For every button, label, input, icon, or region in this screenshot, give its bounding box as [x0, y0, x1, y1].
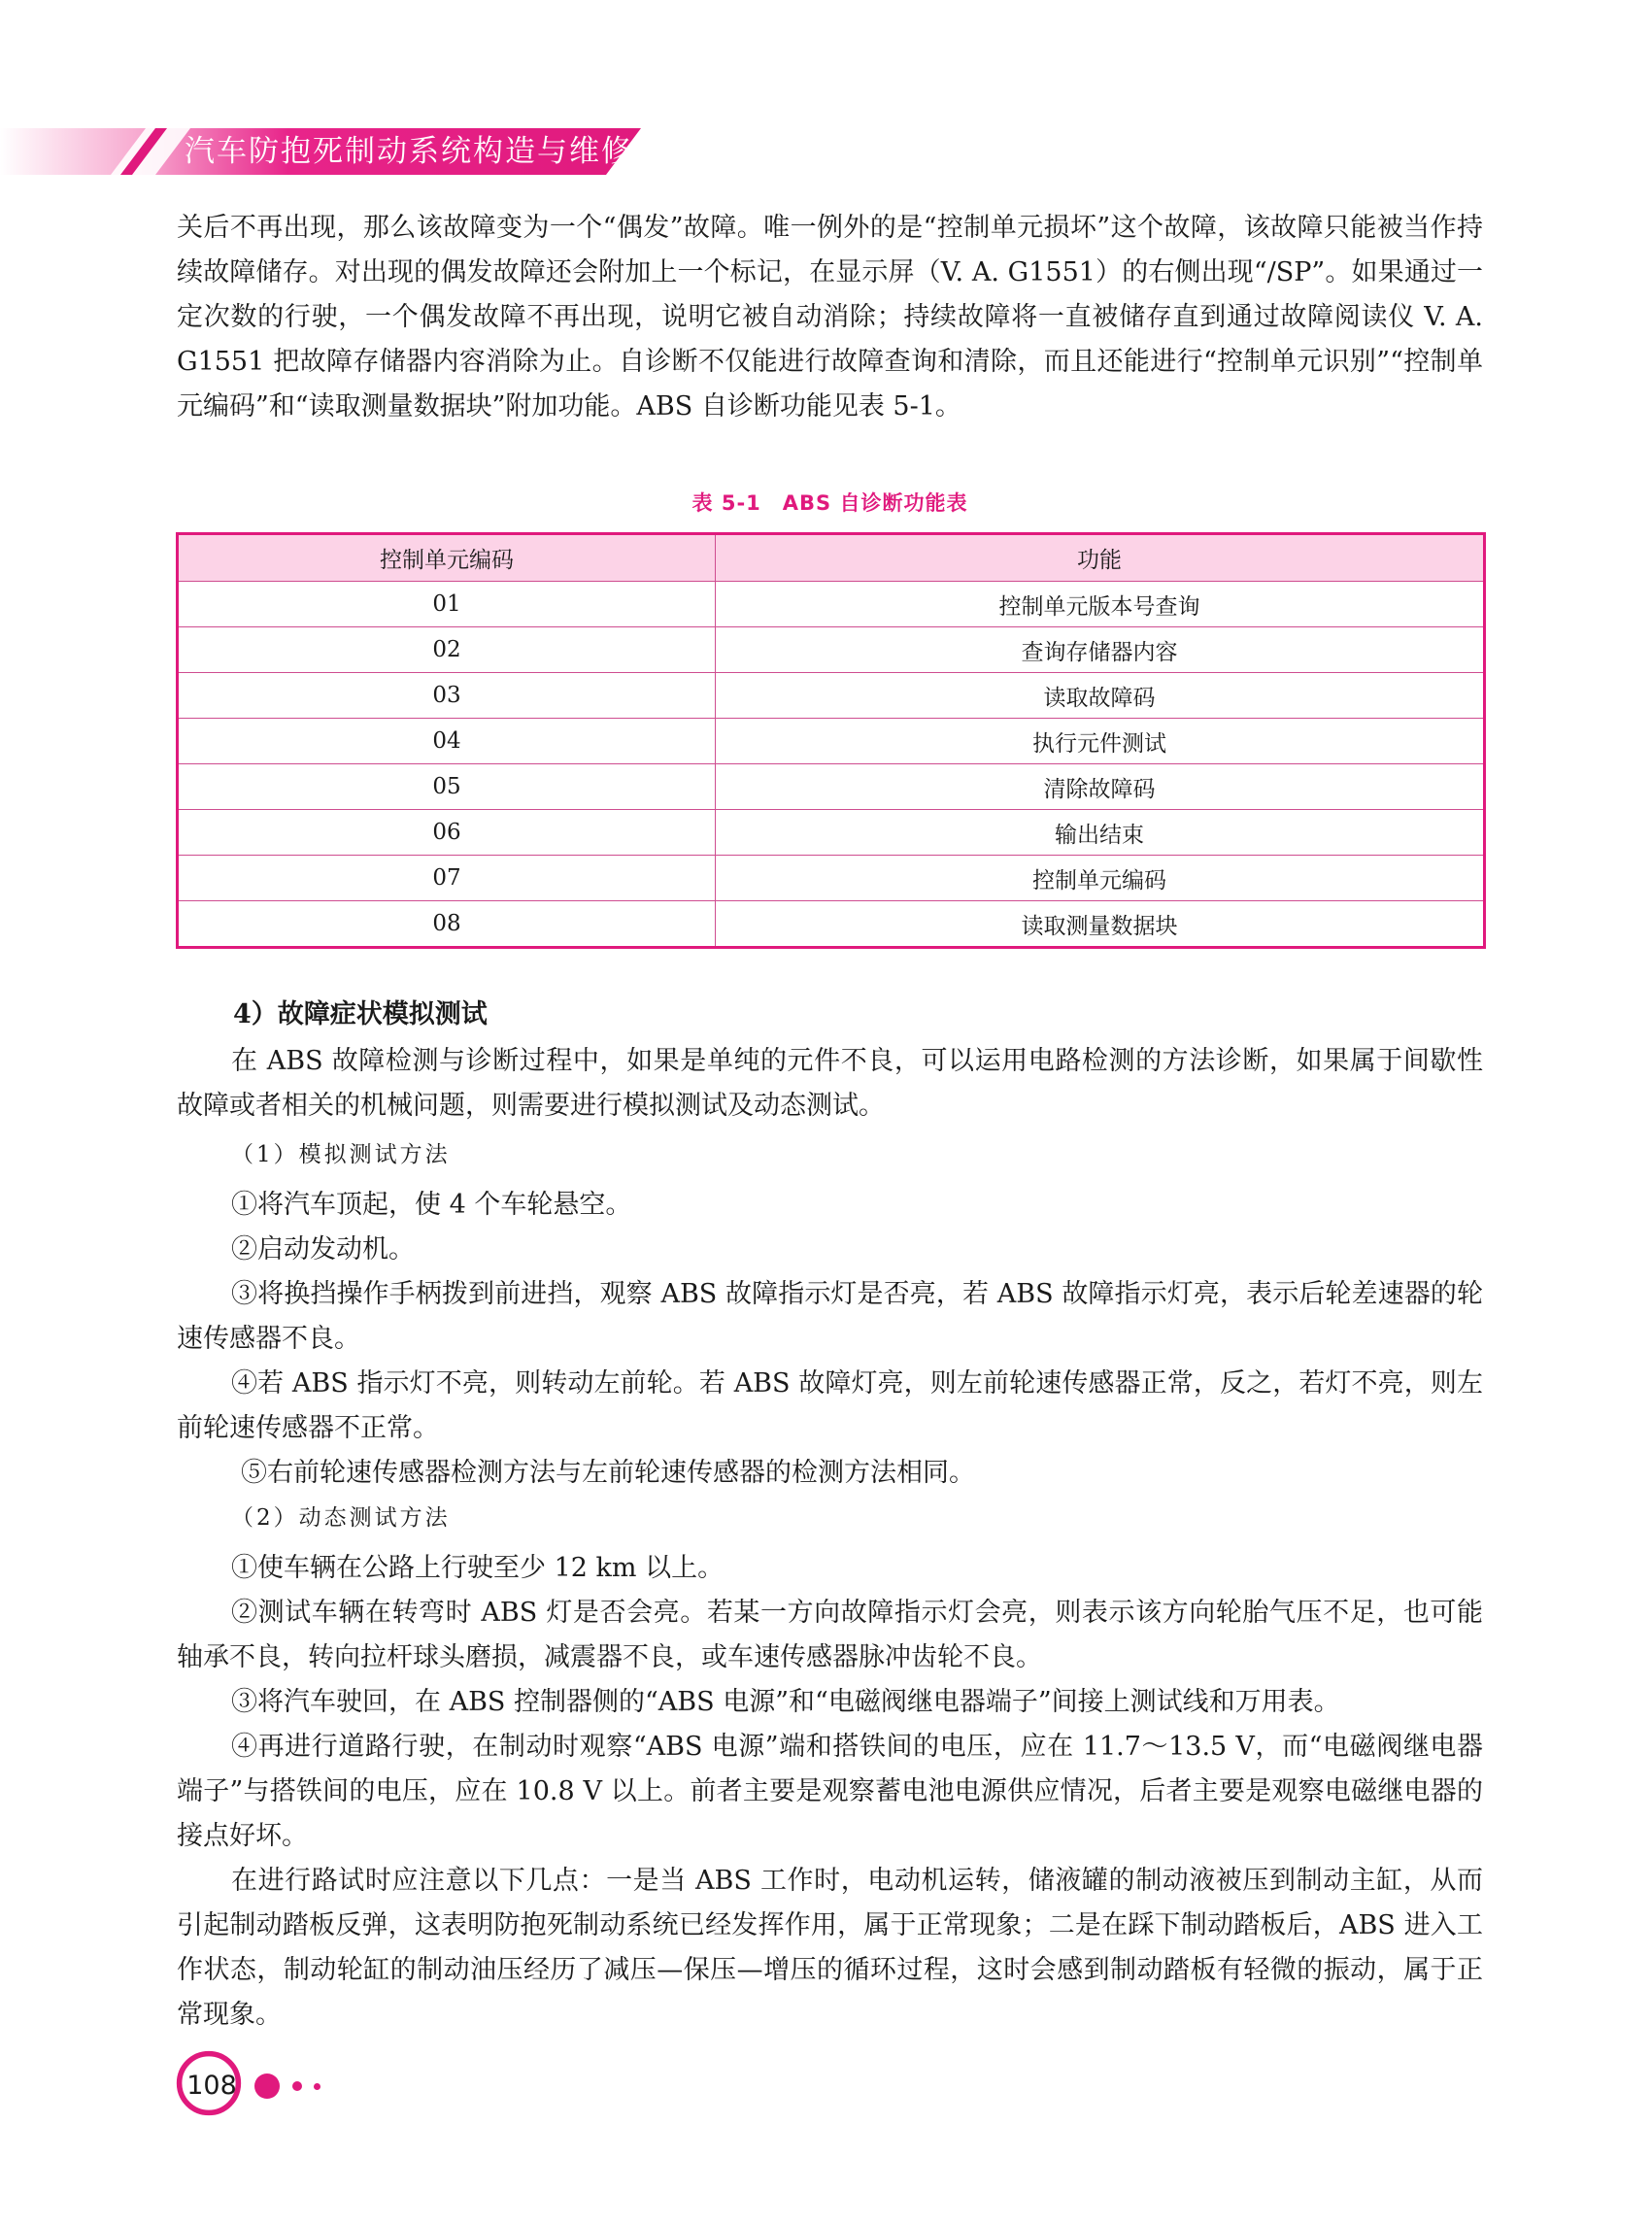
cell-code: 06 — [178, 810, 716, 856]
page-number: 108 — [186, 2071, 237, 2101]
section-intro-paragraph: 在 ABS 故障检测与诊断过程中，如果是单纯的元件不良，可以运用电路检测的方法诊断，如果属于间歇性故障或者相关的机械问题，则需要进行模拟测试及动态测试。 — [177, 1046, 1483, 1121]
column-header-function: 功能 — [716, 534, 1485, 582]
simulation-step: ①将汽车顶起，使 4 个车轮悬空。 — [231, 1190, 632, 1220]
cell-code: 01 — [178, 582, 716, 627]
table-row — [178, 673, 1485, 719]
cell-function: 执行元件测试 — [716, 719, 1485, 764]
dynamic-step: ④再进行道路行驶，在制动时观察“ABS 电源”端和搭铁间的电压，应在 11.7～13.5 V，而“电磁阀继电器端子”与搭铁间的电压，应在 10.8 V 以上。前者主要是观察蓄电池电源供应情况，后者主要是观察电磁继电器的接点好坏。 — [177, 1732, 1483, 1851]
intro-paragraph: 关后不再出现，那么该故障变为一个“偶发”故障。唯一例外的是“控制单元损坏”这个故障，该故障只能被当作持续故障储存。对出现的偶发故障还会附加上一个标记，在显示屏（V. A. G1551）的右侧出现“/SP”。如果通过一定次数的行驶，一个偶发故障不再出现，说明它被自动消除；持续故障将一直被储存直到通过故障阅读仪 V. A. G1551 把故障存储器内容消除为止。自诊断不仅能进行故障查询和清除，而且还能进行“控制单元识别”“控制单元编码”和“读取测量数据块”附加功能。ABS 自诊断功能见表 5-1。 — [177, 213, 1483, 421]
table-row — [178, 764, 1485, 810]
decorative-dot-small — [314, 2083, 320, 2090]
closing-paragraph: 在进行路试时应注意以下几点：一是当 ABS 工作时，电动机运转，储液罐的制动液被压到制动主缸，从而引起制动踏板反弹，这表明防抱死制动系统已经发挥作用，属于正常现象；二是在踩下制动踏板后，ABS 进入工作状态，制动轮缸的制动油压经历了减压—保压—增压的循环过程，这时会感到制动踏板有轻微的振动，属于正常现象。 — [177, 1866, 1483, 2030]
cell-code: 02 — [178, 627, 716, 673]
abs-self-diagnosis-table — [176, 532, 1486, 949]
decorative-dot-medium — [292, 2081, 302, 2091]
cell-function: 查询存储器内容 — [716, 627, 1485, 673]
cell-function: 控制单元版本号查询 — [716, 582, 1485, 627]
running-header-title: 汽车防抱死制动系统构造与维修 — [185, 134, 633, 169]
cell-code: 08 — [178, 901, 716, 948]
table-row — [178, 856, 1485, 901]
cell-function: 读取测量数据块 — [716, 901, 1485, 948]
cell-code: 03 — [178, 673, 716, 719]
table-row — [178, 719, 1485, 764]
subsection-heading-dynamic: （2）动态测试方法 — [231, 1505, 451, 1531]
cell-code: 07 — [178, 856, 716, 901]
table-row — [178, 810, 1485, 856]
dynamic-step: ①使车辆在公路上行驶至少 12 km 以上。 — [231, 1553, 725, 1583]
section-heading: 4）故障症状模拟测试 — [233, 999, 488, 1029]
cell-function: 控制单元编码 — [716, 856, 1485, 901]
cell-code: 04 — [178, 719, 716, 764]
table-row — [178, 582, 1485, 627]
table-row — [178, 901, 1485, 948]
cell-function: 清除故障码 — [716, 764, 1485, 810]
table-row — [178, 627, 1485, 673]
dynamic-step: ②测试车辆在转弯时 ABS 灯是否会亮。若某一方向故障指示灯会亮，则表示该方向轮胎气压不足，也可能轴承不良，转向拉杆球头磨损，减震器不良，或车速传感器脉冲齿轮不良。 — [177, 1598, 1483, 1672]
column-header-code: 控制单元编码 — [178, 534, 716, 582]
dynamic-step: ③将汽车驶回，在 ABS 控制器侧的“ABS 电源”和“电磁阀继电器端子”间接上测试线和万用表。 — [231, 1687, 1340, 1717]
cell-code: 05 — [178, 764, 716, 810]
simulation-step: ④若 ABS 指示灯不亮，则转动左前轮。若 ABS 故障灯亮，则左前轮速传感器正常，反之，若灯不亮，则左前轮速传感器不正常。 — [177, 1368, 1483, 1443]
simulation-step: ⑤右前轮速传感器检测方法与左前轮速传感器的检测方法相同。 — [241, 1458, 975, 1488]
cell-function: 读取故障码 — [716, 673, 1485, 719]
decorative-dot-large — [254, 2073, 280, 2099]
simulation-step: ②启动发动机。 — [231, 1234, 415, 1264]
table-caption: 表 5-1 ABS 自诊断功能表 — [691, 491, 968, 515]
simulation-step: ③将换挡操作手柄拨到前进挡，观察 ABS 故障指示灯是否亮，若 ABS 故障指示灯亮，表示后轮差速器的轮速传感器不良。 — [177, 1279, 1483, 1354]
table-header-row — [178, 534, 1485, 582]
cell-function: 输出结束 — [716, 810, 1485, 856]
subsection-heading-simulation: （1）模拟测试方法 — [231, 1142, 451, 1167]
